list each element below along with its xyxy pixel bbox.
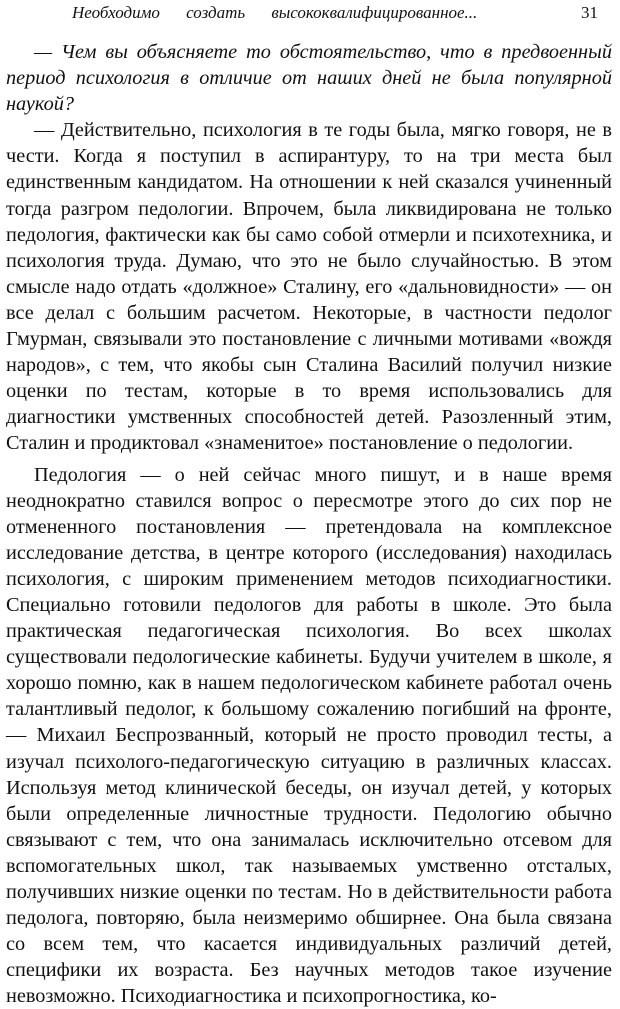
running-title: Необходимо создать высококвалифицированное...	[72, 0, 477, 26]
body-text	[6, 39, 612, 1009]
running-header	[6, 0, 612, 30]
answer-paragraph: Педология — о ней сейчас много пишут, и в наше время неоднократно ставился вопрос о пересмотре этого до сих пор не отмененного постановления — претендовала на комплексное исследование детства, в центре которого (исследования) находилась психология, с широким применением методов психодиагностики. Специально готовили педологов для работы в школе. Это была практическая педагогическая психология. Во всех школах существовали педологические кабинеты. Будучи учителем в школе, я хорошо помню, как в нашем педологическом кабинете работал очень талантливый педолог, к большому сожалению погибший на фронте,— Михаил Беспрозванный, который не просто проводил тесты, а изучал психолого-педагогическую ситуацию в различных классах. Используя метод клинической беседы, он изучал детей, у которых были определенные личностные трудности. Педологию обычно связывают с тем, что она занималась исключительно отсевом для вспомогательных школ, так называемых умственно отсталых, получивших низкие оценки по тестам. Но в действительности работа педолога, повторяю, была неизмеримо обширнее. Она была связана со всем тем, что касается индивидуальных различий детей, специфики их возраста. Без научных методов такое изучение невозможно. Психодиагностика и психопрогностика, ко-	[6, 462, 612, 1009]
interview-question: — Чем вы объясняете то обстоятельство, что в предвоенный период психология в отличие от наших дней не была популярной наукой?	[6, 39, 612, 117]
page-number: 31	[581, 0, 598, 26]
answer-paragraph: — Действительно, психология в те годы была, мягко говоря, не в чести. Когда я поступил в аспирантуру, то на три места был единственным кандидатом. На отношении к ней сказался учиненный тогда разгром педологии. Впрочем, была ликвидирована не только педология, фактически как бы само собой отмерли и психотехника, и психология труда. Думаю, что это не было случайностью. В этом смысле надо отдать «должное» Сталину, его «дальновидности» — он все делал с большим расчетом. Некоторые, в частности педолог Гмурман, связывали это постановление с личными мотивами «вождя народов», с тем, что якобы сын Сталина Василий получил низкие оценки по тестам, которые в то время использовались для диагностики умственных способностей детей. Разозленный этим, Сталин и продиктовал «знаменитое» постановление о педологии.	[6, 117, 612, 456]
